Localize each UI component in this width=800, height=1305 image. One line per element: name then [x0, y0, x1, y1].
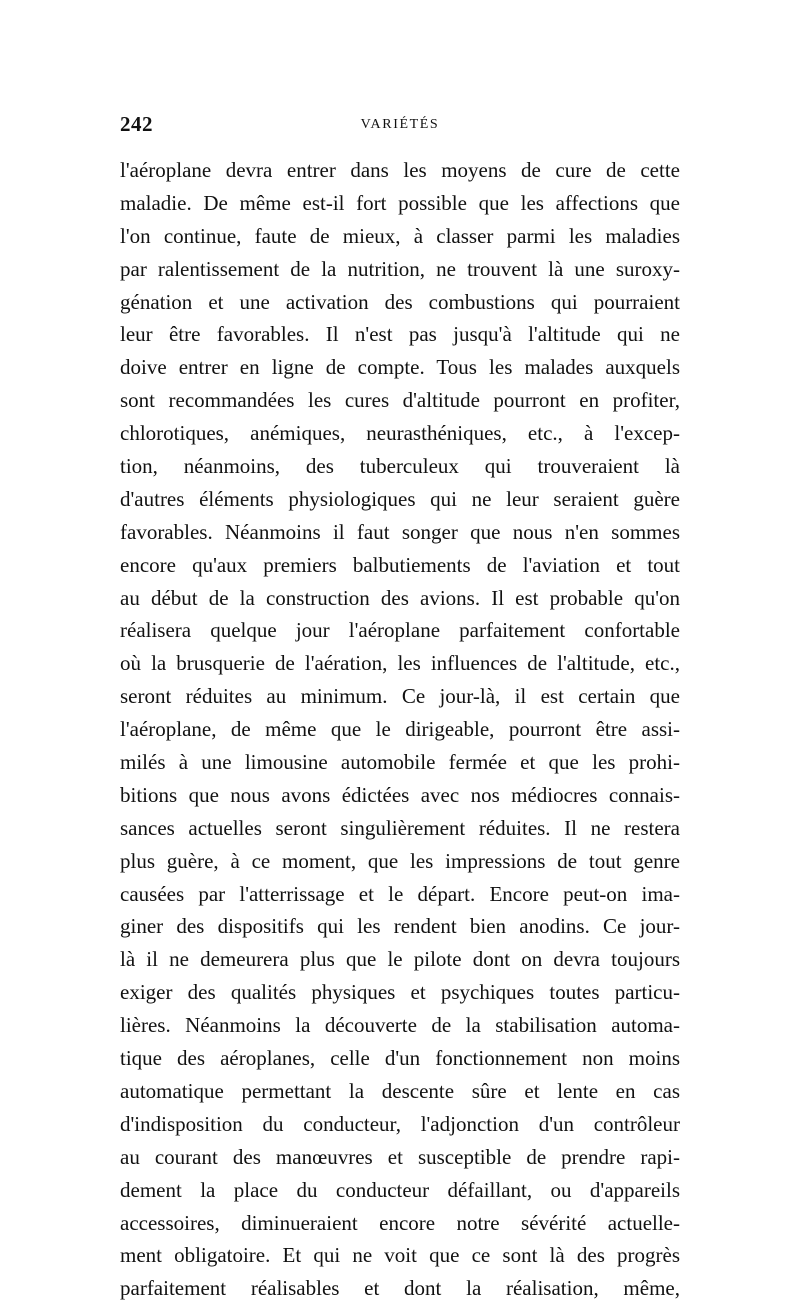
- text-line: d'autres éléments physiologiques qui ne leur seraient guère: [120, 486, 680, 511]
- text-line: milés à une limousine automobile fermée et que les prohi-: [120, 750, 680, 775]
- text-line: plus guère, à ce moment, que les impressions de tout genre: [120, 848, 680, 873]
- text-line: l'on continue, faute de mieux, à classer parmi les maladies: [120, 223, 680, 248]
- text-line: l'aéroplane devra entrer dans les moyens de cure de cette: [120, 158, 680, 182]
- text-line: là il ne demeurera plus que le pilote dont on devra toujours: [120, 947, 680, 972]
- text-line: dement la place du conducteur défaillant, ou d'appareils: [120, 1177, 680, 1202]
- text-line: où la brusquerie de l'aération, les influences de l'altitude, etc.,: [120, 651, 680, 676]
- text-line: giner des dispositifs qui les rendent bien anodins. Ce jour-: [120, 914, 680, 939]
- text-line: doive entrer en ligne de compte. Tous les malades auxquels: [120, 355, 680, 380]
- text-line: tion, néanmoins, des tuberculeux qui trouveraient là: [120, 454, 680, 479]
- text-line: lières. Néanmoins la découverte de la stabilisation automa-: [120, 1013, 680, 1038]
- text-line: exiger des qualités physiques et psychiques toutes particu-: [120, 980, 680, 1005]
- section-title: VARIÉTÉS: [360, 117, 440, 132]
- text-line: parfaitement réalisables et dont la réalisation, même,: [120, 1276, 680, 1301]
- page-number: 242: [120, 112, 153, 136]
- body-text: [120, 154, 680, 1305]
- text-line: l'aéroplane, de même que le dirigeable, pourront être assi-: [120, 717, 680, 742]
- text-line: réalisera quelque jour l'aéroplane parfaitement confortable: [120, 618, 680, 643]
- text-line: sances actuelles seront singulièrement réduites. Il ne restera: [120, 815, 680, 840]
- text-line: maladie. De même est-il fort possible que les affections que: [120, 190, 680, 215]
- text-line: au début de la construction des avions. Il est probable qu'on: [120, 585, 680, 610]
- text-line: tique des aéroplanes, celle d'un fonctionnement non moins: [120, 1046, 680, 1071]
- text-line: d'indisposition du conducteur, l'adjonction d'un contrôleur: [120, 1111, 680, 1136]
- text-line: automatique permettant la descente sûre et lente en cas: [120, 1078, 680, 1103]
- text-line: favorables. Néanmoins il faut songer que nous n'en sommes: [120, 519, 680, 544]
- text-line: sont recommandées les cures d'altitude pourront en profiter,: [120, 388, 680, 413]
- text-line: causées par l'atterrissage et le départ. Encore peut-on ima-: [120, 881, 680, 906]
- text-line: seront réduites au minimum. Ce jour-là, il est certain que: [120, 684, 680, 709]
- text-line: chlorotiques, anémiques, neurasthéniques, etc., à l'excep-: [120, 421, 680, 446]
- running-head: [120, 112, 680, 142]
- text-line: au courant des manœuvres et susceptible de prendre rapi-: [120, 1144, 680, 1169]
- text-line: ment obligatoire. Et qui ne voit que ce sont là des progrès: [120, 1243, 680, 1268]
- text-line: accessoires, diminueraient encore notre sévérité actuelle-: [120, 1210, 680, 1235]
- text-line: par ralentissement de la nutrition, ne trouvent là une suroxy-: [120, 256, 680, 281]
- text-line: encore qu'aux premiers balbutiements de l'aviation et tout: [120, 552, 680, 577]
- text-line: leur être favorables. Il n'est pas jusqu'à l'altitude qui ne: [120, 322, 680, 347]
- text-line: bitions que nous avons édictées avec nos médiocres connais-: [120, 782, 680, 807]
- text-line: génation et une activation des combustions qui pourraient: [120, 289, 680, 314]
